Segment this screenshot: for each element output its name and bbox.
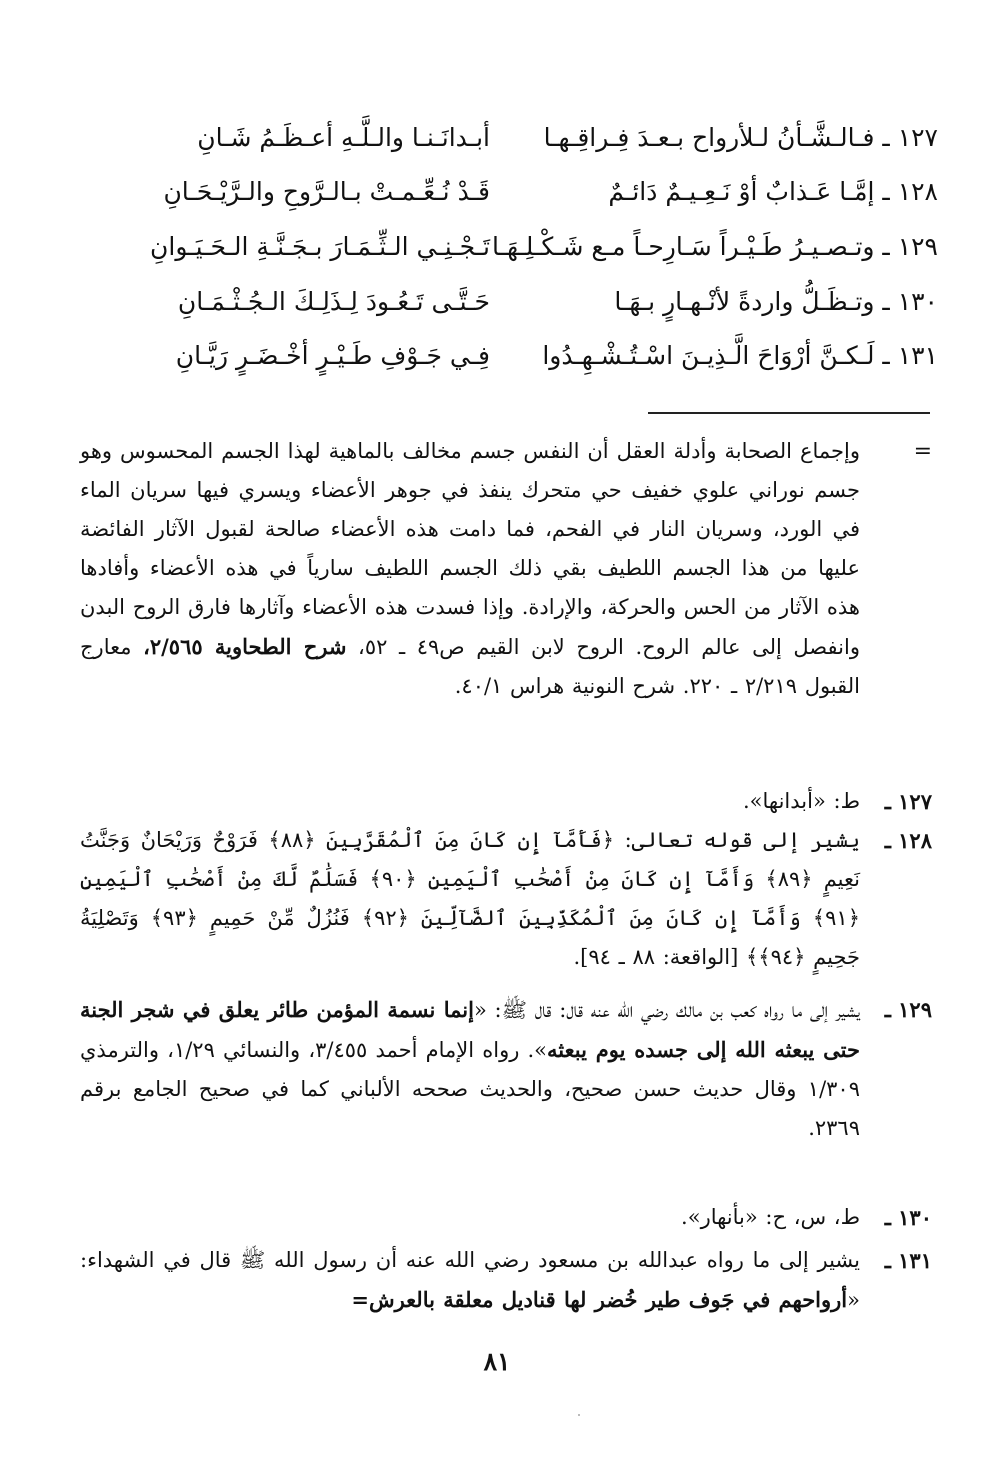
- verse-first-hemistich: ١٢٨ ـ إمَّـا عَـذابٌ أوْ نَـعِـيـمٌ دَائـمٌ: [608, 177, 938, 206]
- verse-130: [70, 276, 938, 328]
- verse-129: [70, 221, 938, 273]
- verse-first-hemistich: ١٣١ ـ لَـكـنَّ أرْوَاحَ الَّـذِيـنَ اسْـتُـشْـهِـدُوا: [542, 341, 938, 370]
- verse-131: [70, 330, 938, 382]
- verse-first-hemistich: ١٢٩ ـ وتـصـيـرُ طَـيْـراً سَـارِحـاً مـع شَـكْـلِـهَـا: [492, 232, 938, 261]
- verse-second-hemistich: قَـدْ نُـعِّـمـتْ بـالـرَّوحِ والـرَّيْـحَـانِ: [163, 177, 490, 206]
- footnote-131: يشير إلى ما رواه عبدالله بن مسعود رضي الله عنه أن رسول الله ﷺ قال في الشهداء: «أرواحهم في جَوف طير خُضر لها قناديل معلقة بالعرش=: [80, 1248, 860, 1312]
- footnote-number-128: ١٢٨ ـ: [884, 828, 932, 853]
- verse-second-hemistich: فِـي جَـوْفِ طَـيْـرٍ أخْـضَـرٍ رَيَّـانِ: [175, 341, 490, 370]
- footnote-continuation: وإجماع الصحابة وأدلة العقل أن النفس جسم مخالف بالماهية لهذا الجسم المحسوس وهو جسم نوراني علوي خفيف حي متحرك ينفذ في جوهر الأعضاء ويسري فيها سريان الماء في الورد، وسريان النار في الفحم، فما دامت هذه الأعضاء صالحة لقبول الآثار الفائضة عليها من هذا الجسم اللطيف بقي ذلك الجسم اللطيف سارياً في هذه الأعضاء وأفادها هذه الآثار من الحس والحركة، والإرادة. وإذا فسدت هذه الأعضاء وآثارها فارق الروح البدن وانفصل إلى عالم الروح. الروح لابن القيم ص٤٩ ـ ٥٢، شرح الطحاوية ٢/٥٦٥، معارج القبول ٢/٢١٩ ـ ٢٢٠. شرح النونية هراس ٤٠/١.: [80, 439, 860, 698]
- footnote-127: ط: «أبدانها».: [742, 789, 860, 813]
- verse-second-hemistich: تَـجْـنِـي الـثِّـمَـارَ بـجَـنَّـةِ الـحَـيَـوانِ: [150, 232, 490, 261]
- footnote-128: يشير إلى قوله تعالى: ﴿فَأَمَّآ إِن كَانَ مِنَ ٱلْمُقَرَّبِينَ ﴿٨٨﴾ فَرَوْحٌ وَرَيْحَانٌ وَجَنَّتُ نَعِيمٍ ﴿٨٩﴾ وَأَمَّآ إِن كَانَ مِنْ أَصْحَٰبِ ٱلْيَمِينِ ﴿٩٠﴾ فَسَلَٰمٌ لَّكَ مِنْ أَصْحَٰبِ ٱلْيَمِينِ ﴿٩١﴾ وَأَمَّآ إِن كَانَ مِنَ ٱلْمُكَذِّبِينَ ٱلضَّآلِّينَ ﴿٩٢﴾ فَنُزُلٌ مِّنْ حَمِيمٍ ﴿٩٣﴾ وَتَصْلِيَةُ جَحِيمٍ ﴿٩٤﴾﴾ [الواقعة: ٨٨ ـ ٩٤].: [80, 828, 860, 969]
- footnote-number-131: ١٣١ ـ: [884, 1248, 932, 1273]
- verse-first-hemistich: ١٣٠ ـ وتـظَـلُّ واردةً لأنْـهـارٍ بـهَـا: [614, 287, 938, 316]
- footnote-number-129: ١٢٩ ـ: [884, 997, 932, 1022]
- footnote-number-127: ١٢٧ ـ: [884, 789, 932, 814]
- continuation-mark: =: [913, 439, 932, 464]
- footnote-130: ط، س، ح: «بأنهار».: [681, 1205, 860, 1229]
- page-number: ٨١: [483, 1347, 511, 1376]
- verse-second-hemistich: أبـدانَـنـا والـلَّـهِ أعـظَـمُ شَـانِ: [197, 123, 490, 152]
- footnote-129: يشير إلى ما رواه كعب بن مالك رضي الله عنه قال: قال ﷺ: «إنما نسمة المؤمن طائر يعلق في شجر الجنة حتى يبعثه الله إلى جسده يوم يبعثه». رواه الإمام أحمد ٣/٤٥٥، والنسائي ١/٢٩، والترمذي ١/٣٠٩ وقال حديث حسن صحيح، والحديث صححه الألباني كما في صحيح الجامع برقم ٢٣٦٩.: [80, 997, 860, 1140]
- verse-second-hemistich: حَـتَّـى تَـعُـودَ لِـذَلِـكَ الـجُـثْـمَـانِ: [177, 287, 490, 316]
- verse-first-hemistich: ١٢٧ ـ فـالـشَّـأنُ لـلأرواح بـعـدَ فِـراقِـهـا: [543, 123, 938, 152]
- footnote-separator: [648, 412, 930, 414]
- footnote-number-130: ١٣٠ ـ: [884, 1205, 932, 1230]
- scan-speck: [578, 1414, 580, 1416]
- verse-127: [70, 112, 938, 164]
- verse-128: [70, 166, 938, 218]
